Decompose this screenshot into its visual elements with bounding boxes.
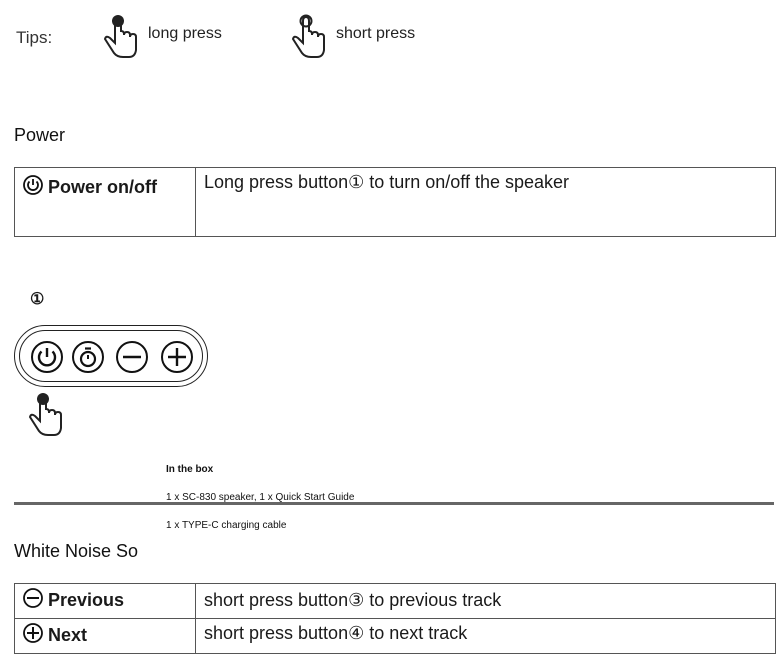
minus-icon[interactable]	[116, 341, 148, 373]
plus-icon[interactable]	[161, 341, 193, 373]
tips-label: Tips:	[16, 28, 53, 47]
power-desc: Long press button① to turn on/off the speaker	[196, 168, 776, 237]
power-heading: Power	[14, 125, 66, 145]
power-table	[14, 167, 776, 237]
divider	[14, 502, 774, 505]
white-noise-heading: White Noise So	[14, 541, 139, 561]
next-name-cell	[15, 619, 196, 654]
previous-name: Previous	[48, 590, 125, 610]
long-press-label: long press	[148, 25, 222, 42]
hand-long-press-icon	[101, 13, 139, 59]
next-desc: short press button④ to next track	[196, 619, 776, 654]
previous-desc: short press button③ to previous track	[196, 584, 776, 619]
table-row	[15, 619, 776, 654]
short-press-label: short press	[336, 25, 416, 42]
table-row	[15, 168, 776, 237]
next-name: Next	[48, 625, 88, 645]
in-box-line-1: 1 x SC-830 speaker, 1 x Quick Start Guide	[166, 492, 355, 503]
power-icon[interactable]	[31, 341, 63, 373]
hand-short-press-icon	[289, 13, 327, 59]
minus-icon	[23, 588, 43, 608]
hand-long-press-icon	[26, 391, 64, 437]
timer-icon[interactable]	[72, 341, 104, 373]
button-callout: ①	[30, 291, 45, 308]
white-noise-table	[14, 583, 776, 654]
in-box-title: In the box	[166, 464, 214, 475]
plus-icon	[23, 623, 43, 643]
overlay-mask	[154, 541, 634, 581]
table-row	[15, 584, 776, 619]
power-name-cell	[15, 168, 196, 237]
button-panel	[14, 325, 208, 387]
in-box-line-2: 1 x TYPE-C charging cable	[166, 520, 287, 531]
power-icon	[23, 175, 43, 195]
power-name: Power on/off	[48, 177, 158, 197]
previous-name-cell	[15, 584, 196, 619]
